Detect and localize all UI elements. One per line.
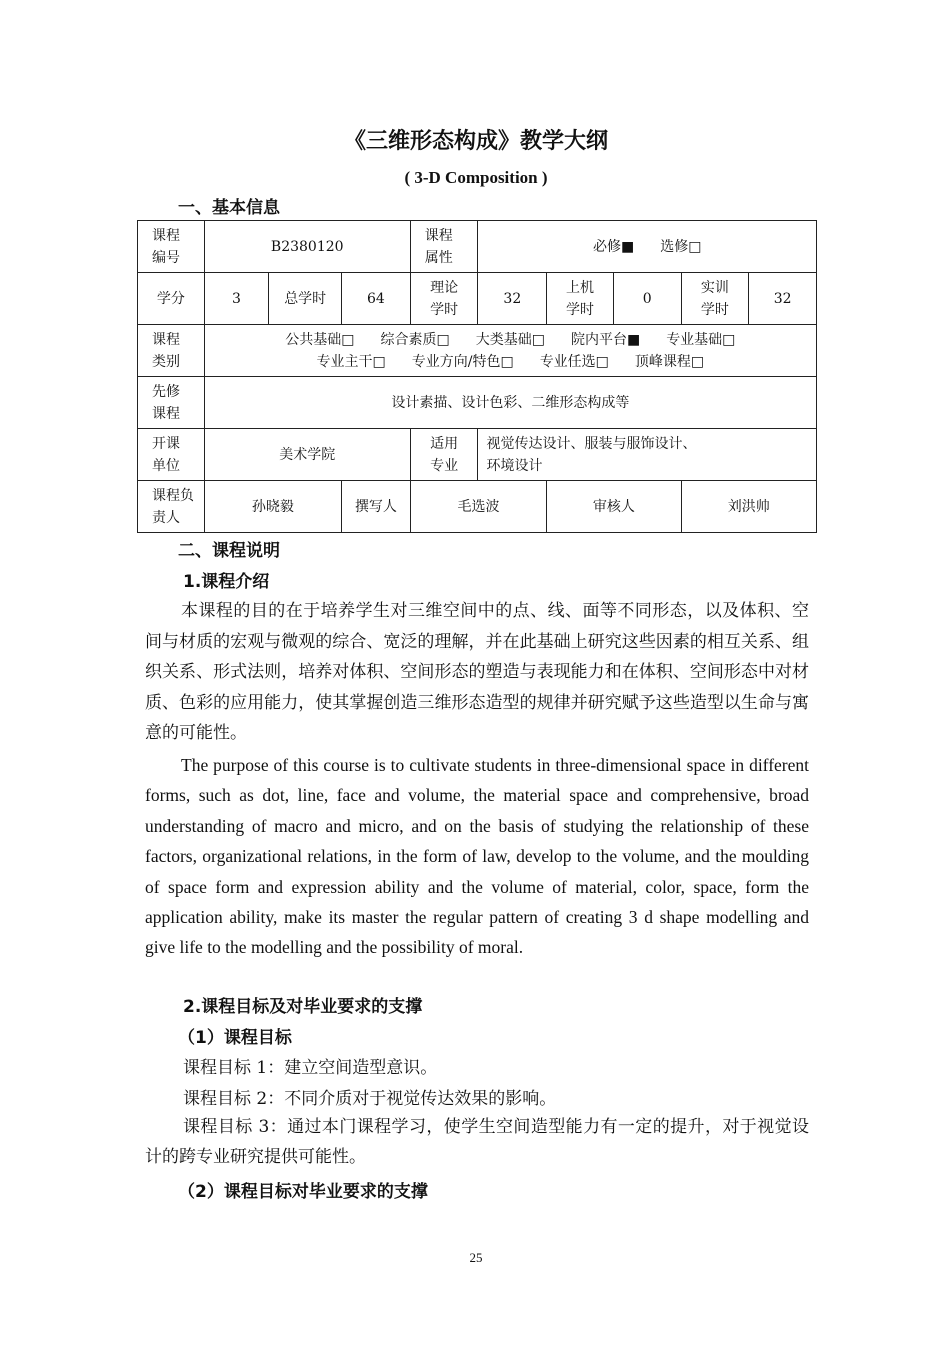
- table-row: [138, 481, 817, 533]
- applicable-majors: 视觉传达设计、服装与服饰设计、 环境设计: [478, 429, 817, 481]
- goal-support-subheading: （2）课程目标对毕业要求的支撑: [178, 1182, 428, 1202]
- page-title: 《三维形态构成》教学大纲: [343, 129, 608, 154]
- page-number: 25: [469, 1250, 483, 1265]
- course-intro-en: The purpose of this course is to cultivate students in three-dimensional space in different forms, such as dot, line, face and volume, the material space and comprehensive, broad understanding of macro and micro, and on the basis of studying the relationship of these factors, organizational relations, in the form of law, develop to the volume, and the moulding of space form and expression ability and the volume of material, color, space, form the application ability, make its master the regular pattern of creating 3 d shape modelling and give life to the modelling and the possibility of moral.: [145, 755, 809, 958]
- table-cell: 先修 课程: [138, 377, 205, 429]
- table-cell: 课程 属性: [410, 221, 478, 273]
- table-cell: 课程 类别: [138, 325, 205, 377]
- reviewer-name: 刘洪帅: [681, 481, 816, 533]
- table-row: [138, 325, 817, 377]
- credit-value: 3: [204, 273, 269, 325]
- course-code: B2380120: [204, 221, 410, 273]
- goal-2: 课程目标 2：不同介质对于视觉传达效果的影响。: [183, 1089, 557, 1109]
- table-row: [138, 221, 817, 273]
- theory-hours-value: 32: [478, 273, 547, 325]
- page-subtitle: ( 3-D Composition ): [404, 168, 548, 187]
- goal-1: 课程目标 1：建立空间造型意识。: [183, 1058, 438, 1078]
- goals-heading: 2.课程目标及对毕业要求的支撑: [183, 997, 423, 1017]
- table-cell: 理论 学时: [410, 273, 478, 325]
- table-row: [138, 429, 817, 481]
- table-cell: 上机 学时: [547, 273, 614, 325]
- goal-3: 课程目标 3：通过本门课程学习，使学生空间造型能力有一定的提升，对于视觉设计的跨专业研究提供可能性。: [145, 1117, 809, 1167]
- credit-label: 学分: [138, 273, 205, 325]
- reviewer-label: 审核人: [547, 481, 681, 533]
- table-cell: 适用 专业: [410, 429, 478, 481]
- course-category: 公共基础□ 综合素质□ 大类基础□ 院内平台■ 专业基础□ 专业主干□ 专业方向/特色□ 专业任选□ 顶峰课程□: [204, 325, 816, 377]
- course-intro-zh: 本课程的目的在于培养学生对三维空间中的点、线、面等不同形态，以及体积、空间与材质的宏观与微观的综合、宽泛的理解，并在此基础上研究这些因素的相互关系、组织关系、形式法则，培养对体积、空间形态的塑造与表现能力和在体积、空间形态中对材质、色彩的应用能力，使其掌握创造三维形态造型的规律并研究赋予这些造型以生命与寓意的可能性。: [145, 601, 809, 743]
- table-cell: 开课 单位: [138, 429, 205, 481]
- section-basic-info-heading: 一、基本信息: [178, 198, 280, 218]
- writer-label: 撰写人: [342, 481, 411, 533]
- course-info-table: [137, 220, 817, 533]
- total-hours-value: 64: [342, 273, 411, 325]
- computer-hours-value: 0: [613, 273, 681, 325]
- table-row: [138, 377, 817, 429]
- table-cell: 实训 学时: [681, 273, 749, 325]
- table-cell: 课程 编号: [138, 221, 205, 273]
- total-hours-label: 总学时: [269, 273, 342, 325]
- course-attribute: 必修■ 选修□: [478, 221, 817, 273]
- practice-hours-value: 32: [749, 273, 817, 325]
- table-cell: 课程负 责人: [138, 481, 205, 533]
- offering-department: 美术学院: [204, 429, 410, 481]
- writer-name: 毛选波: [410, 481, 546, 533]
- section-course-description-heading: 二、课程说明: [178, 541, 280, 561]
- course-goals-subheading: （1）课程目标: [178, 1028, 292, 1048]
- prerequisite-courses: 设计素描、设计色彩、二维形态构成等: [204, 377, 816, 429]
- course-intro-heading: 1.课程介绍: [183, 572, 270, 592]
- course-owner: 孙晓毅: [204, 481, 341, 533]
- table-row: [138, 273, 817, 325]
